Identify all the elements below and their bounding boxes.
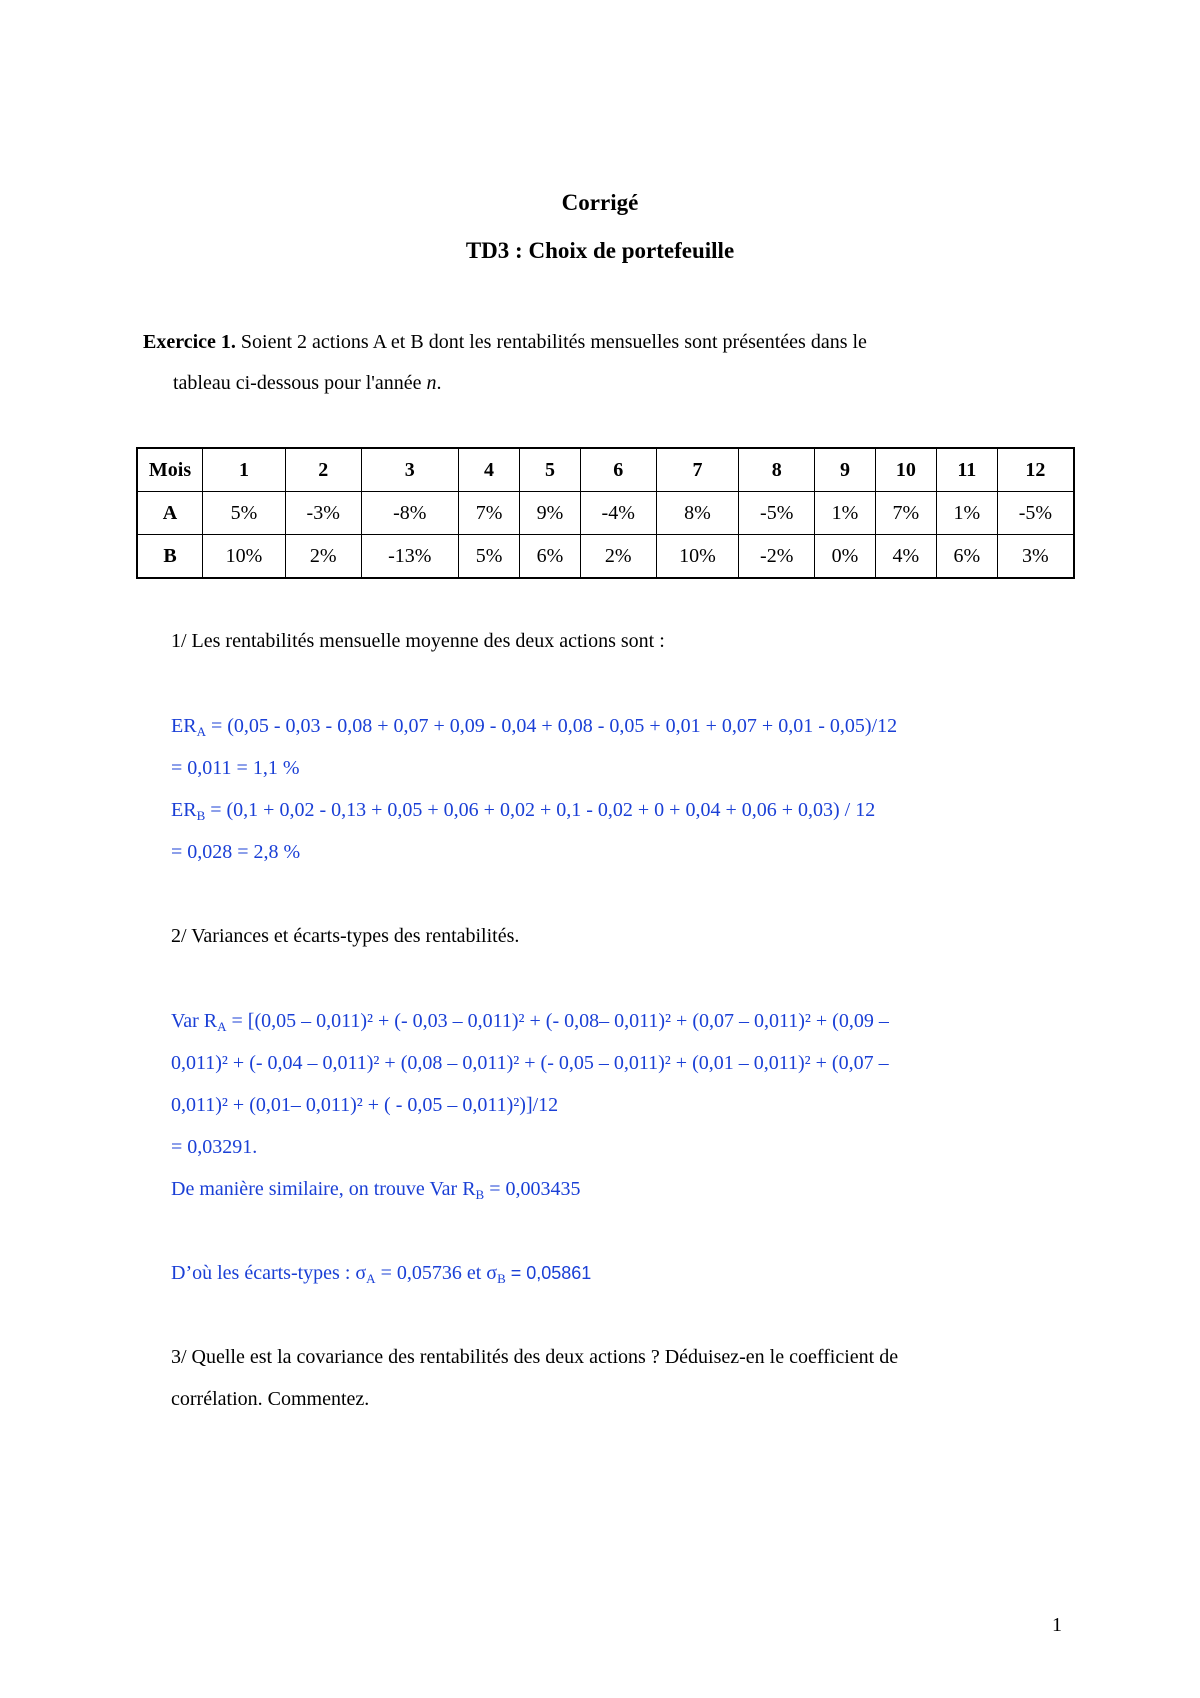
std-dev-line [171, 1252, 1071, 1294]
variance-a-line2: 0,011)² + (- 0,04 – 0,011)² + (0,08 – 0,011)² + (- 0,05 – 0,011)² + (0,01 – 0,011)² + (0,07 – [171, 1052, 889, 1074]
table-header-row [137, 448, 1074, 492]
sigma-a-subscript: A [366, 1271, 376, 1286]
mean-return-a-formula [171, 705, 1071, 747]
var-b-subscript: B [475, 1187, 485, 1202]
sigma-text: D’où les écarts-types : σ [171, 1262, 367, 1284]
mean-return-b-formula [171, 789, 1071, 831]
question-3-line1: 3/ Quelle est la covariance des rentabilités des deux actions ? Déduisez-en le coefficient de [171, 1346, 899, 1368]
er-subscript: A [196, 724, 206, 739]
table-cell: -4% [580, 492, 656, 535]
variance-b-line [171, 1168, 1071, 1210]
table-row-label: A [137, 492, 203, 535]
variance-a-result: = 0,03291. [171, 1136, 258, 1158]
exercise-intro-text: Soient 2 actions A et B dont les rentabilités mensuelles sont présentées dans le [235, 331, 867, 353]
year-variable: n [426, 372, 437, 394]
var-label: Var R [171, 1010, 218, 1032]
er-subscript: B [196, 808, 206, 823]
table-row [137, 492, 1074, 535]
exercise-intro-line2 [143, 363, 1063, 404]
table-cell: 4% [875, 535, 936, 579]
table-header-cell: 2 [285, 448, 361, 492]
table-header-cell: 3 [361, 448, 459, 492]
sigma-b-value: = 0,05861 [505, 1263, 592, 1283]
table-header-cell: 11 [936, 448, 997, 492]
table-cell: 2% [580, 535, 656, 579]
table-cell: 3% [997, 535, 1074, 579]
sigma-a-value: = 0,05736 et σ [375, 1262, 498, 1284]
page-number: 1 [1052, 1614, 1062, 1636]
question-3-line2: corrélation. Commentez. [171, 1388, 370, 1410]
table-cell: 1% [936, 492, 997, 535]
table-cell: 9% [520, 492, 581, 535]
table-cell: 6% [936, 535, 997, 579]
table-cell: 7% [875, 492, 936, 535]
table-header-cell: 5 [520, 448, 581, 492]
table-cell: 5% [203, 492, 286, 535]
exercise-label: Exercice 1. [143, 331, 236, 353]
var-b-value: = 0,003435 [484, 1178, 581, 1200]
table-cell: -5% [997, 492, 1074, 535]
document-subtitle: TD3 : Choix de portefeuille [465, 238, 735, 263]
mean-return-a-result: = 0,011 = 1,1 % [171, 757, 300, 779]
question-2: 2/ Variances et écarts-types des rentabilités. [171, 925, 520, 947]
similar-text: De manière similaire, on trouve Var R [171, 1178, 476, 1200]
exercise-intro [143, 322, 1063, 404]
table-cell: 5% [459, 535, 520, 579]
question-3 [171, 1336, 1071, 1420]
sigma-b-subscript: B [497, 1271, 506, 1286]
table-cell: -13% [361, 535, 459, 579]
table-cell: 1% [815, 492, 876, 535]
table-header-cell: 4 [459, 448, 520, 492]
table-row [137, 535, 1074, 579]
question-1: 1/ Les rentabilités mensuelle moyenne des deux actions sont : [171, 630, 665, 652]
table-row-label: B [137, 535, 203, 579]
table-cell: -5% [739, 492, 815, 535]
table-cell: 6% [520, 535, 581, 579]
table-cell: -2% [739, 535, 815, 579]
er-label: ER [171, 799, 197, 821]
exercise-intro-text2: tableau ci-dessous pour l'année [173, 372, 427, 394]
table-cell: 0% [815, 535, 876, 579]
answer-2 [171, 1000, 1071, 1294]
returns-table [136, 447, 1075, 579]
table-header-cell: 6 [580, 448, 656, 492]
table-header-cell: 10 [875, 448, 936, 492]
table-header-cell: 8 [739, 448, 815, 492]
variance-a-line1 [171, 1000, 1071, 1042]
er-label: ER [171, 715, 197, 737]
exercise-intro-end: . [436, 372, 442, 394]
formula-text: = (0,1 + 0,02 - 0,13 + 0,05 + 0,06 + 0,02 + 0,1 - 0,02 + 0 + 0,04 + 0,06 + 0,03) / 12 [205, 799, 876, 821]
table-cell: 10% [203, 535, 286, 579]
document-title: Corrigé [561, 190, 639, 215]
table-cell: 7% [459, 492, 520, 535]
spacer [171, 1210, 1071, 1252]
table-header-cell: 9 [815, 448, 876, 492]
table-header-cell: 1 [203, 448, 286, 492]
mean-return-b-result: = 0,028 = 2,8 % [171, 841, 301, 863]
formula-text: = (0,05 - 0,03 - 0,08 + 0,07 + 0,09 - 0,04 + 0,08 - 0,05 + 0,01 + 0,07 + 0,01 - 0,05)/12 [205, 715, 898, 737]
table-header-cell: Mois [137, 448, 203, 492]
formula-text: = [(0,05 – 0,011)² + (- 0,03 – 0,011)² + (- 0,08– 0,011)² + (0,07 – 0,011)² + (0,09 – [226, 1010, 889, 1032]
table-header-cell: 12 [997, 448, 1074, 492]
answer-1 [171, 705, 1071, 873]
table-cell: -3% [285, 492, 361, 535]
table-cell: 2% [285, 535, 361, 579]
variance-a-line3: 0,011)² + (0,01– 0,011)² + ( - 0,05 – 0,011)²)]/12 [171, 1094, 559, 1116]
table-header-cell: 7 [656, 448, 739, 492]
table-cell: 10% [656, 535, 739, 579]
table-cell: 8% [656, 492, 739, 535]
var-subscript: A [217, 1019, 227, 1034]
table-cell: -8% [361, 492, 459, 535]
